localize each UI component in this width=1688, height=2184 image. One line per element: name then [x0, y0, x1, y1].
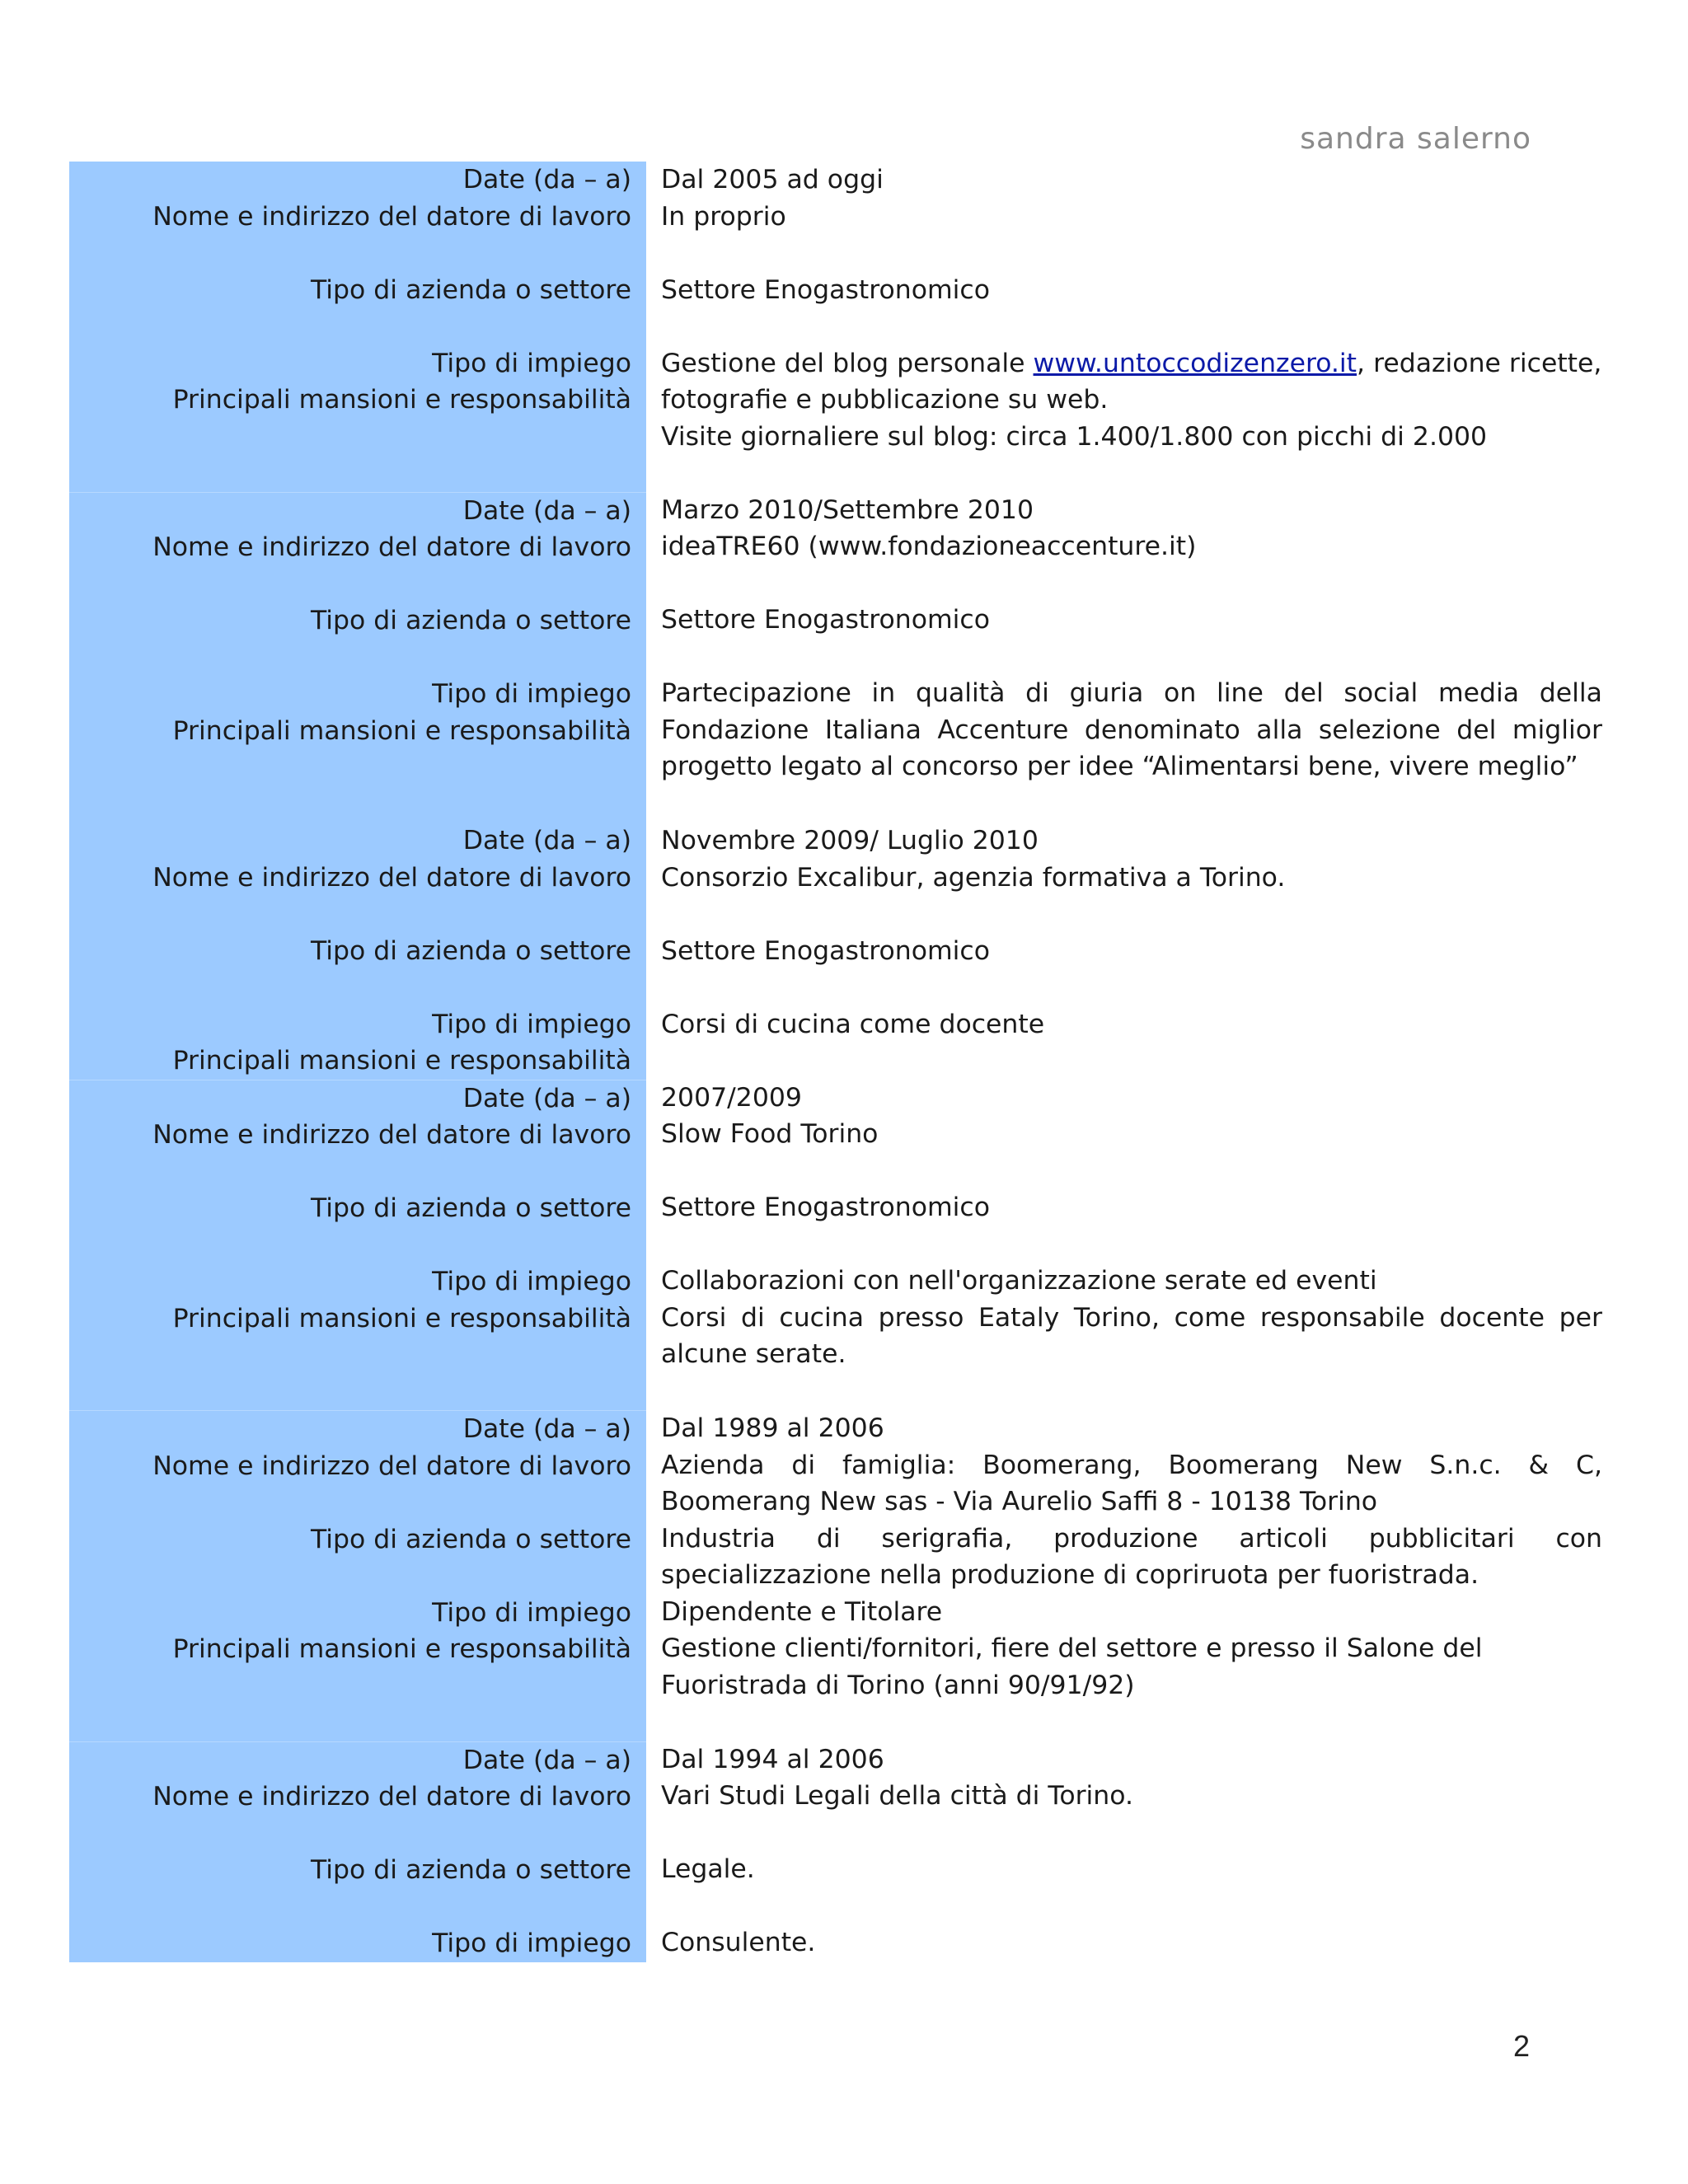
- job-type-label: Tipo di impiego: [432, 1929, 631, 1958]
- value-column: [646, 1741, 1602, 1962]
- sector-label: Tipo di azienda o settore: [311, 1193, 631, 1223]
- sector-label: Tipo di azienda o settore: [311, 606, 631, 635]
- employer-label: Nome e indirizzo del datore di lavoro: [152, 862, 631, 893]
- date-value: Marzo 2010/Settembre 2010: [661, 494, 1034, 525]
- job-type-value: Dipendente e Titolare: [661, 1596, 943, 1627]
- duties-label: Principali mansioni e responsabilità: [172, 715, 631, 746]
- date-label: Date (da – a): [462, 1414, 631, 1444]
- sector-value: Legale.: [661, 1854, 755, 1884]
- sector-label: Tipo di azienda o settore: [311, 935, 631, 966]
- date-label: Date (da – a): [462, 1083, 631, 1113]
- job-type-label: Tipo di impiego: [432, 1009, 631, 1039]
- date-value: Dal 1994 al 2006: [661, 1744, 884, 1774]
- job-type-label: Tipo di impiego: [432, 1267, 631, 1296]
- employer-value: Azienda di famiglia: Boomerang, Boomerang New S.n.c. & C, Boomerang New sas - Via Aurelio Saffi 8 - 10138 Torino: [661, 1450, 1602, 1516]
- employer-value: ideaTRE60 (www.fondazioneaccenture.it): [661, 532, 1197, 561]
- duties-value-line: Gestione clienti/fornitori, fiere del settore e presso il Salone del: [661, 1633, 1483, 1663]
- sector-value: Settore Enogastronomico: [661, 274, 990, 305]
- job-type-value: Corsi di cucina come docente: [661, 1009, 1045, 1039]
- date-label: Date (da – a): [462, 165, 631, 194]
- value-column: [646, 1410, 1602, 1741]
- job-type-label: Tipo di impiego: [432, 679, 631, 709]
- experience-entry: [69, 1410, 1602, 1741]
- label-column: [69, 1741, 646, 1962]
- duties-label: Principali mansioni e responsabilità: [172, 1046, 631, 1076]
- duties-value: Corsi di cucina presso Eataly Torino, come responsabile docente per alcune serate.: [661, 1302, 1602, 1369]
- label-column: [69, 162, 646, 492]
- employer-label: Nome e indirizzo del datore di lavoro: [152, 1782, 631, 1811]
- employer-value: Consorzio Excalibur, agenzia formativa a Torino.: [661, 862, 1286, 893]
- employer-value: Slow Food Torino: [661, 1119, 879, 1149]
- experience-entry: [69, 492, 1602, 823]
- duties-label: Principali mansioni e responsabilità: [172, 1634, 631, 1664]
- employer-label: Nome e indirizzo del datore di lavoro: [152, 532, 631, 562]
- date-value: Novembre 2009/ Luglio 2010: [661, 826, 1039, 855]
- experience-entry: [69, 823, 1602, 1080]
- blog-link[interactable]: www.untoccodizenzero.it: [1033, 348, 1357, 378]
- date-value: 2007/2009: [661, 1082, 802, 1113]
- job-type-value: Consulente.: [661, 1928, 816, 1957]
- job-type-value: Collaborazioni con nell'organizzazione serate ed eventi: [661, 1266, 1377, 1296]
- label-column: [69, 492, 646, 823]
- label-column: [69, 823, 646, 1080]
- document-header-name: sandra salerno: [1300, 122, 1531, 156]
- sector-value: Settore Enogastronomico: [661, 605, 990, 635]
- employer-value: Vari Studi Legali della città di Torino.: [661, 1781, 1133, 1811]
- value-column: [646, 162, 1602, 492]
- duties-value-line: Fuoristrada di Torino (anni 90/91/92): [661, 1670, 1135, 1700]
- duties-label: Principali mansioni e responsabilità: [172, 385, 631, 415]
- duties-value-line: fotografie e pubblicazione su web.: [661, 385, 1109, 415]
- employer-label: Nome e indirizzo del datore di lavoro: [152, 1120, 631, 1150]
- date-value: Dal 1989 al 2006: [661, 1413, 884, 1443]
- value-column: [646, 492, 1602, 823]
- value-column: [646, 1080, 1602, 1411]
- sector-label: Tipo di azienda o settore: [311, 274, 631, 305]
- label-column: [69, 1410, 646, 1741]
- employer-label: Nome e indirizzo del datore di lavoro: [152, 1451, 631, 1481]
- sector-value: Settore Enogastronomico: [661, 1193, 990, 1222]
- employer-label: Nome e indirizzo del datore di lavoro: [152, 201, 631, 232]
- date-label: Date (da – a): [462, 1745, 631, 1775]
- job-type-value: Partecipazione in qualità di giuria on line del social media della Fondazione Italiana Accenture denominato alla selezione del miglior progetto legato al concorso per idee “Alimentarsi bene, vivere meglio”: [661, 678, 1602, 781]
- experience-entry: [69, 1741, 1602, 1962]
- duties-value-line: Visite giornaliere sul blog: circa 1.400/1.800 con picchi di 2.000: [661, 421, 1488, 452]
- job-type-value: Gestione del blog personale www.untoccodizenzero.it, redazione ricette,: [661, 348, 1602, 378]
- employer-value: In proprio: [661, 201, 786, 232]
- sector-label: Tipo di azienda o settore: [311, 1524, 631, 1554]
- sector-value: Industria di serigrafia, produzione articoli pubblicitari con specializzazione nella produzione di copriruota per fuoristrada.: [661, 1523, 1602, 1590]
- sector-value: Settore Enogastronomico: [661, 935, 990, 966]
- date-value: Dal 2005 ad oggi: [661, 165, 884, 194]
- experience-entry: [69, 1080, 1602, 1411]
- experience-entry: [69, 162, 1602, 492]
- value-column: [646, 823, 1602, 1080]
- label-column: [69, 1080, 646, 1411]
- duties-label: Principali mansioni e responsabilità: [172, 1303, 631, 1333]
- work-experience-table: [69, 162, 1602, 1962]
- sector-label: Tipo di azienda o settore: [311, 1855, 631, 1885]
- date-label: Date (da – a): [462, 495, 631, 526]
- page-number: 2: [1513, 2029, 1531, 2063]
- job-type-label: Tipo di impiego: [432, 1597, 631, 1628]
- date-label: Date (da – a): [462, 826, 631, 855]
- job-type-label: Tipo di impiego: [432, 348, 631, 378]
